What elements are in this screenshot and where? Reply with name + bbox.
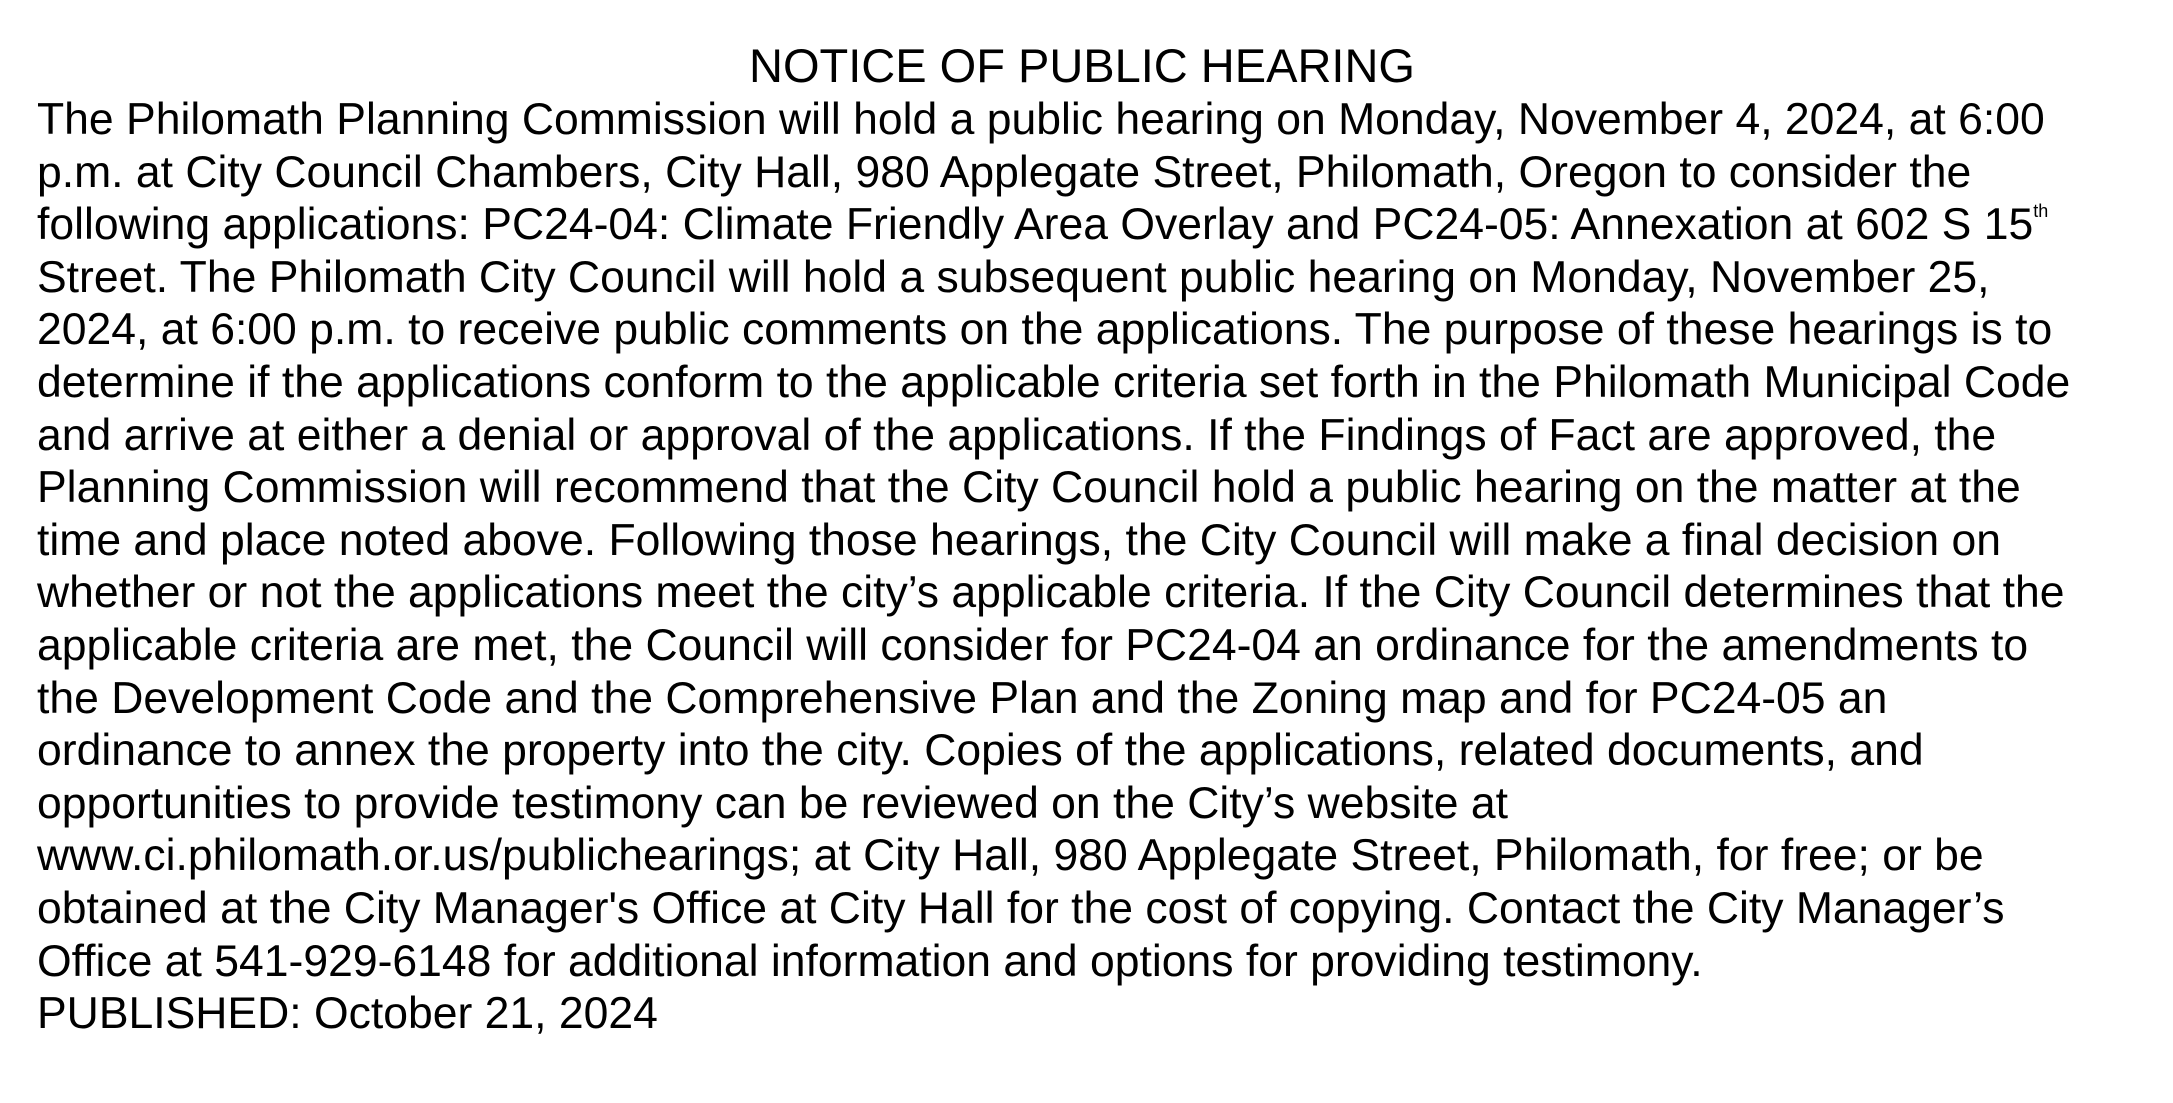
- notice-line-text: following applications: PC24-04: Climate Friendly Area Overlay and PC24-05: Annexation at 602 S 15: [37, 200, 2034, 250]
- notice-line: ordinance to annex the property into the city. Copies of the applications, related documents, and: [37, 726, 1924, 776]
- published-date: PUBLISHED: October 21, 2024: [37, 989, 658, 1039]
- notice-line: [37, 199, 2147, 252]
- notice-line: determine if the applications conform to the applicable criteria set forth in the Philomath Municipal Code: [37, 357, 2071, 407]
- ordinal-superscript: th: [2033, 201, 2049, 222]
- notice-line: Office at 541-929-6148 for additional information and options for providing testimony.: [37, 936, 1703, 986]
- public-hearing-notice: [37, 38, 2147, 1041]
- notice-line: the Development Code and the Comprehensive Plan and the Zoning map and for PC24-05 an: [37, 673, 1888, 723]
- notice-line: applicable criteria are met, the Council will consider for PC24-04 an ordinance for the amendments to: [37, 620, 2029, 670]
- notice-line: 2024, at 6:00 p.m. to receive public comments on the applications. The purpose of these hearings is to: [37, 305, 2053, 355]
- notice-line: p.m. at City Council Chambers, City Hall, 980 Applegate Street, Philomath, Oregon to consider the: [37, 147, 1972, 197]
- notice-line: and arrive at either a denial or approval of the applications. If the Findings of Fact are approved, the: [37, 410, 1997, 460]
- notice-line: whether or not the applications meet the city’s applicable criteria. If the City Council determines that the: [37, 568, 2065, 618]
- notice-line: Planning Commission will recommend that the City Council hold a public hearing on the matter at the: [37, 463, 2021, 513]
- notice-body: [37, 94, 2147, 988]
- notice-line: www.ci.philomath.or.us/publichearings; at City Hall, 980 Applegate Street, Philomath, for free; or be: [37, 831, 1984, 881]
- notice-line: The Philomath Planning Commission will hold a public hearing on Monday, November 4, 2024, at 6:00: [37, 95, 2045, 144]
- notice-line: Street. The Philomath City Council will hold a subsequent public hearing on Monday, November 25,: [37, 252, 1990, 302]
- notice-line: opportunities to provide testimony can be reviewed on the City’s website at: [37, 778, 1508, 828]
- notice-title: NOTICE OF PUBLIC HEARING: [749, 39, 1415, 92]
- notice-line: time and place noted above. Following those hearings, the City Council will make a final decision on: [37, 515, 2002, 565]
- notice-line: obtained at the City Manager's Office at City Hall for the cost of copying. Contact the City Manager’s: [37, 883, 2005, 933]
